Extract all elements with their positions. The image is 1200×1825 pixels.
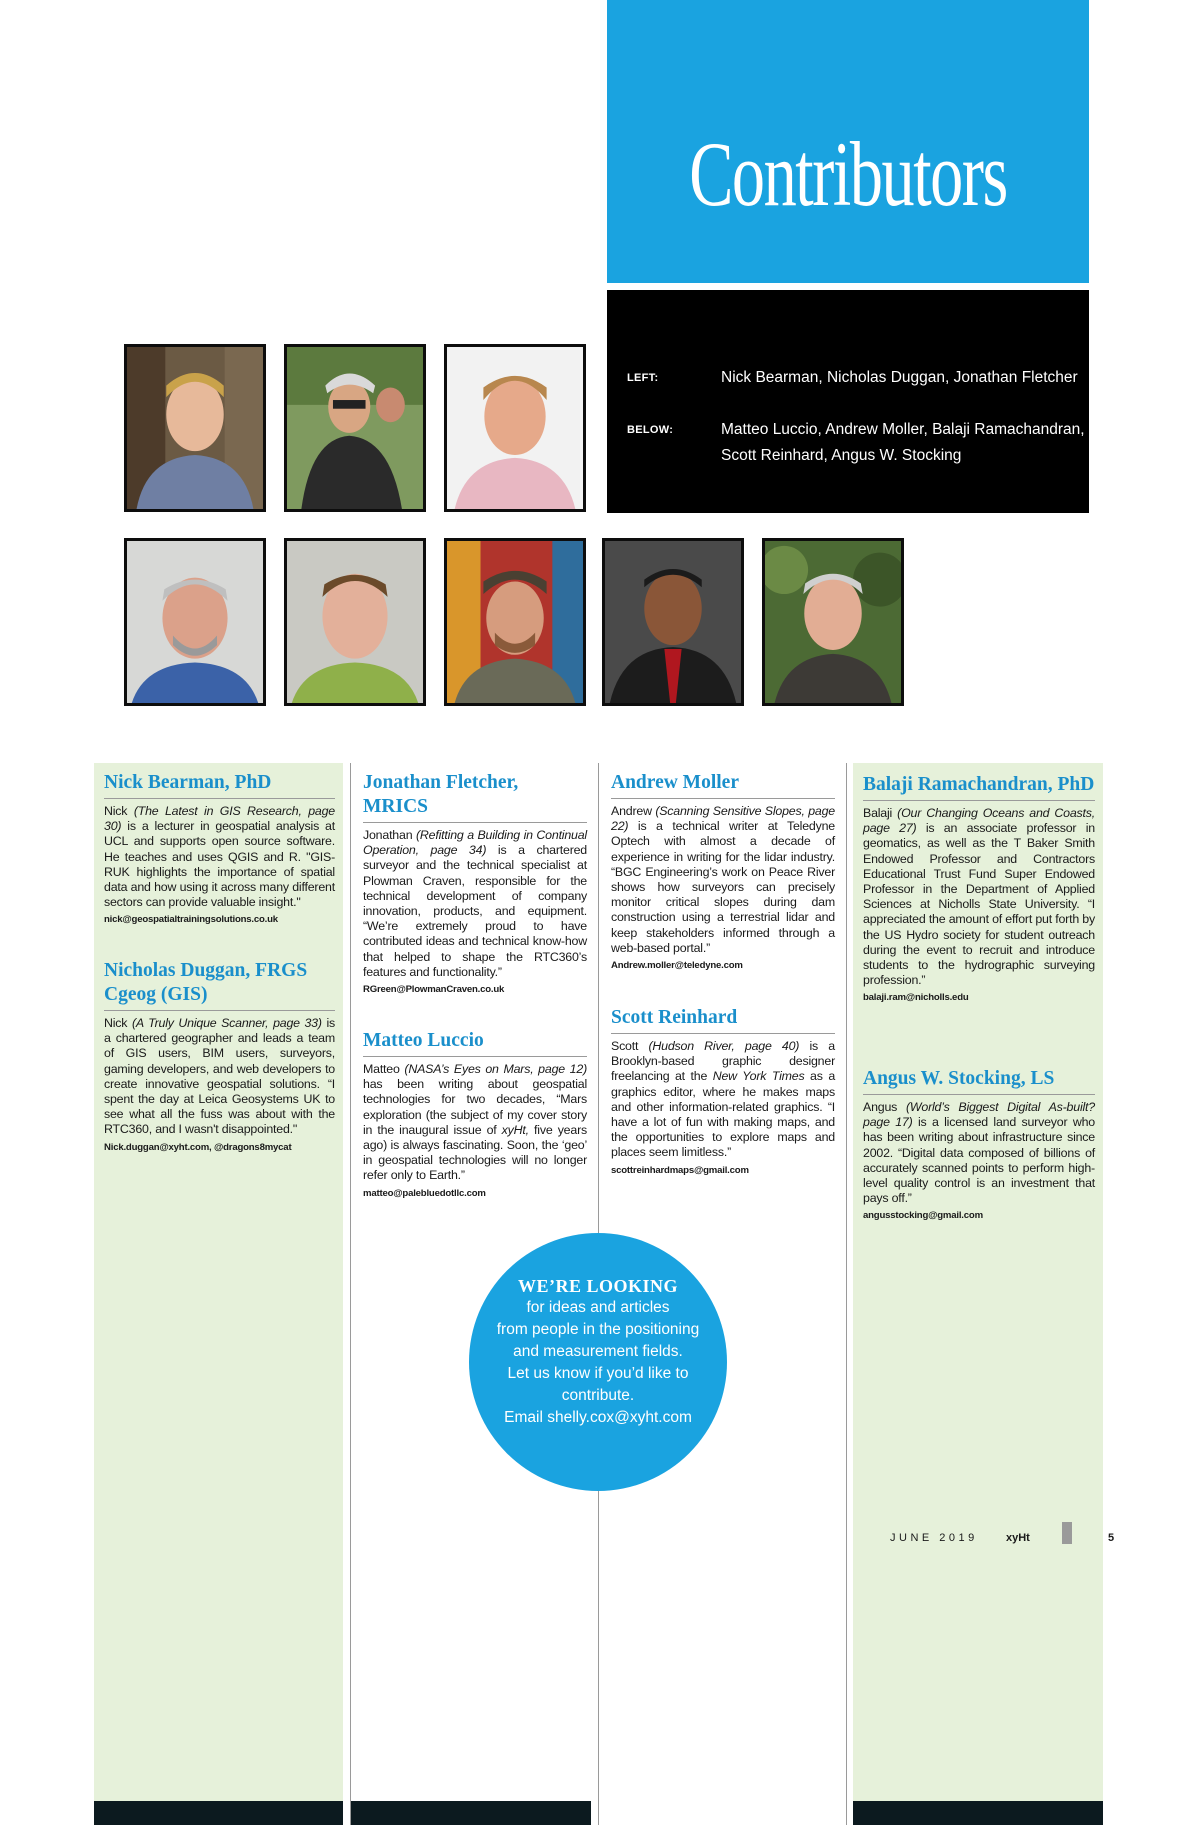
bio-email[interactable]: matteo@palebluedotllc.com	[363, 1187, 486, 1199]
bio-text: Andrew (Scanning Sensitive Slopes, page 22) is a technical writer at Teledyne Optech with almost a decade of experience in writing for the lidar industry. “BGC Engineering’s work on Peace River shows how surveyors can precisely monitor critical slopes during dam construction using a terrestrial lidar and keep stakeholders informed through a web-based portal.”	[611, 804, 835, 955]
title-banner	[607, 0, 1089, 283]
callout-heading: WE’RE LOOKING	[517, 1276, 679, 1296]
bio-text: Matteo (NASA’s Eyes on Mars, page 12) has been writing about geospatial technologies for two decades, “Mars exploration (the subject of my cover story in the inaugural issue of xyHt, five years ago) is always fascinating. Soon, the ‘geo’ in geospatial technologies will no longer refer only to Earth.”	[363, 1062, 587, 1183]
bio-name: Angus W. Stocking, LS	[863, 1067, 1095, 1095]
bio-name: Matteo Luccio	[363, 1029, 587, 1057]
column-footer-bar	[351, 1801, 591, 1825]
bio-nick-bearman	[104, 771, 335, 925]
bio-balaji-ramachandran	[863, 773, 1095, 1003]
caption-left-label: LEFT:	[627, 372, 659, 384]
footer-divider	[1062, 1522, 1072, 1544]
caption-left-names: Nick Bearman, Nicholas Duggan, Jonathan Fletcher	[721, 369, 1078, 386]
column-divider	[350, 763, 351, 1825]
bio-matteo-luccio	[363, 1029, 587, 1199]
bio-text: Balaji (Our Changing Oceans and Coasts, page 27) is an associate professor in geomatics, as well as the T Baker Smith Endowed Professor and Contractors Educational Trust Fund Super Endowed Professor in the Department of Applied Sciences at Nicholls State University. “I appreciated the amount of effort put forth by the US Hydro society for student outreach during the event to recruit and introduce students to the hydrographic surveying profession.”	[863, 806, 1095, 988]
callout-line: from people in the positioning	[496, 1321, 700, 1338]
column-footer-bar	[853, 1801, 1103, 1825]
bio-name: Scott Reinhard	[611, 1006, 835, 1034]
page-number: 5	[1108, 1532, 1115, 1544]
bio-name: Jonathan Fletcher, MRICS	[363, 771, 587, 823]
photo-angus-stocking	[762, 538, 904, 706]
bio-nicholas-duggan	[104, 959, 335, 1153]
bio-email[interactable]: RGreen@PlowmanCraven.co.uk	[363, 984, 505, 996]
bio-text: Scott (Hudson River, page 40) is a Brooklyn-based graphic designer freelancing at the New York Times as a graphics editor, where he makes maps and other information-related graphics. “I have a lot of fun with making maps, and the opportunities to explore maps and places seem limitless.”	[611, 1039, 836, 1160]
column-1	[94, 763, 343, 1825]
caption-below-names-2: Scott Reinhard, Angus W. Stocking	[721, 447, 962, 464]
photo-balaji-ramachandran-slot	[444, 538, 586, 706]
callout-email[interactable]: Email shelly.cox@xyht.com	[504, 1409, 692, 1426]
bio-email[interactable]: nick@geospatialtrainingsolutions.co.uk	[104, 914, 278, 926]
column-footer-bar	[94, 1801, 343, 1825]
bio-text: Angus (World’s Biggest Digital As-built? page 17) is a licensed land surveyor who has been writing about infrastructure since 2002. “Digital data composed of billions of accurately scanned points to perform high-level quality control is an investment that pays off.”	[863, 1100, 1095, 1206]
photo-caption-box	[607, 290, 1089, 513]
bio-andrew-moller	[611, 771, 835, 971]
bio-email[interactable]: scottreinhardmaps@gmail.com	[611, 1164, 749, 1176]
callout-line: and measurement fields.	[513, 1343, 683, 1360]
column-divider	[846, 763, 847, 1825]
issue-date: JUNE 2019	[890, 1532, 978, 1544]
bio-scott-reinhard	[611, 1006, 835, 1176]
caption-below-names-1: Matteo Luccio, Andrew Moller, Balaji Ramachandran,	[721, 421, 1085, 438]
column-3	[601, 763, 839, 1243]
bio-text: Jonathan (Refitting a Building in Continual Operation, page 34) is a chartered surveyor and the technical specialist at Plowman Craven, responsible for the technical development of company innovation, products, and equipment. “We’re extremely proud to have contributed ideas and technical know-how that helped to shape the RTC360’s features and functionality.”	[363, 828, 587, 979]
bio-name: Andrew Moller	[611, 771, 835, 799]
bio-email[interactable]: Nick.duggan@xyht.com, @dragons8mycat	[104, 1141, 292, 1153]
photo-nick-bearman	[124, 344, 266, 512]
callout-line: Let us know if you’d like to	[507, 1365, 689, 1382]
bio-name: Nick Bearman, PhD	[104, 771, 335, 799]
publication-name: xyHt	[1006, 1532, 1030, 1544]
bio-email[interactable]: balaji.ram@nicholls.edu	[863, 992, 969, 1004]
photo-andrew-moller	[284, 538, 426, 706]
photo-jonathan-fletcher	[444, 344, 586, 512]
bio-text: Nick (A Truly Unique Scanner, page 33) is a chartered geographer and leads a team of GIS users, BIM users, surveyors, gaming developers, and web developers to create innovative geospatial solutions. “I spent the day at Leica Geosystems UK to see what all the fuss was about with the RTC360, and I wasn't disappointed."	[104, 1016, 335, 1137]
bio-text: Nick (The Latest in GIS Research, page 30) is a lecturer in geospatial analysis at UCL and supports open source software. He teaches and uses QGIS and R. "GIS-RUK highlights the importance of spatial data and how using it across many different sectors can provide valuable insight."	[104, 804, 335, 910]
callout-line: contribute.	[561, 1387, 635, 1404]
photo-scott-reinhard-slot	[602, 538, 744, 706]
caption-below-label: BELOW:	[627, 424, 674, 436]
contribute-callout	[469, 1233, 727, 1491]
bio-name: Balaji Ramachandran, PhD	[863, 773, 1095, 801]
column-4	[853, 763, 1103, 1825]
bio-email[interactable]: Andrew.moller@teledyne.com	[611, 960, 743, 972]
bio-jonathan-fletcher	[363, 771, 587, 995]
bio-angus-stocking	[863, 1067, 1095, 1221]
bio-email[interactable]: angusstocking@gmail.com	[863, 1210, 983, 1222]
page-title: Contributors	[689, 123, 1007, 225]
photo-matteo-luccio	[124, 538, 266, 706]
callout-line: for ideas and articles	[526, 1299, 670, 1316]
photo-nicholas-duggan	[284, 344, 426, 512]
bio-name: Nicholas Duggan, FRGS Cgeog (GIS)	[104, 959, 335, 1011]
